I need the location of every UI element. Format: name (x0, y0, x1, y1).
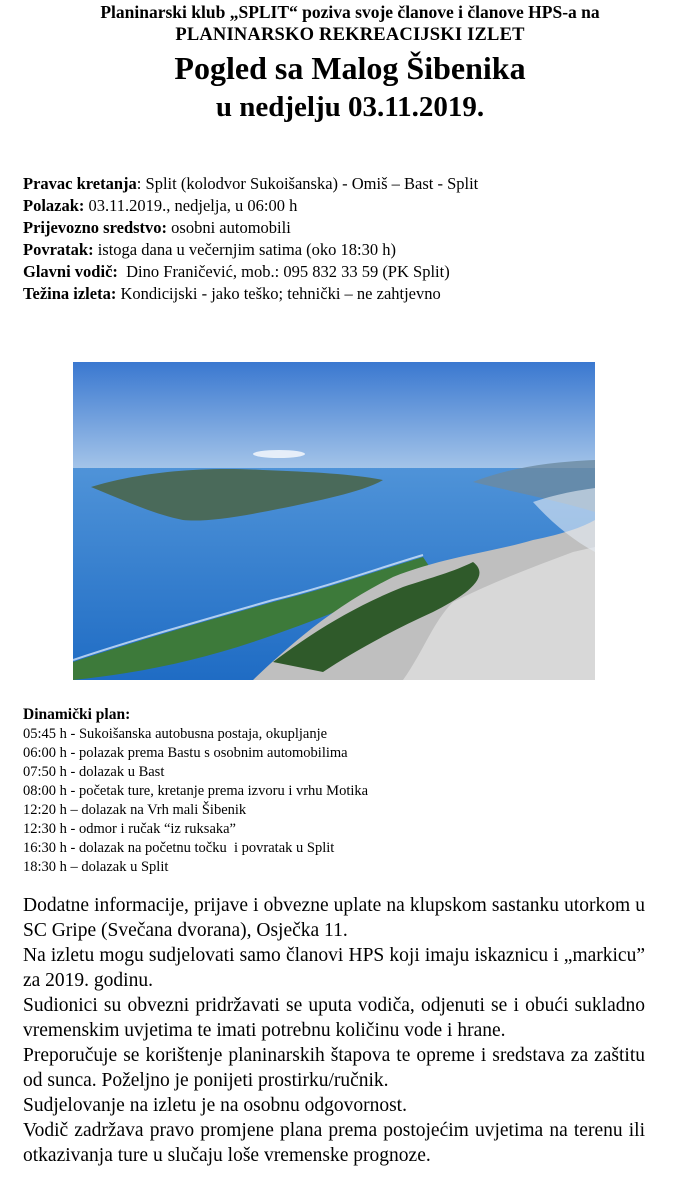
note-paragraph: Sudionici su obvezni pridržavati se uputa vodiča, odjenuti se i obući sukladno vremenskim uvjetima te imati potrebnu količinu vode i hrane. (23, 995, 645, 1041)
itinerary-step: 05:45 h - Sukoišanska autobusna postaja, okupljanje (23, 726, 328, 742)
detail-return: Povratak: istoga dana u večernjim satima (oko 18:30 h) (23, 240, 397, 259)
itinerary-step: 06:00 h - polazak prema Bastu s osobnim automobilima (23, 745, 348, 761)
photo-cloud (253, 450, 305, 458)
note-paragraph: Sudjelovanje na izletu je na osobnu odgovornost. (23, 1095, 407, 1116)
trip-type: PLANINARSKO REKREACIJSKI IZLET (175, 25, 525, 45)
itinerary-step: 12:20 h – dolazak na Vrh mali Šibenik (23, 802, 247, 818)
note-paragraph: Na izletu mogu sudjelovati samo članovi HPS koji imaju iskaznicu i „markicu” za 2019. godinu. (23, 945, 645, 991)
trip-date: u nedjelju 03.11.2019. (215, 91, 485, 123)
note-paragraph: Preporučuje se korištenje planinarskih štapova te opreme i sredstava za zaštitu od sunca. Poželjno je ponijeti prostirku/ručnik. (23, 1045, 645, 1091)
detail-difficulty: Težina izleta: Kondicijski - jako teško; tehnički – ne zahtjevno (23, 284, 441, 303)
itinerary-step: 07:50 h - dolazak u Bast (23, 764, 165, 780)
trip-details (23, 173, 478, 305)
detail-guide: Glavni vodič: Dino Franičević, mob.: 095 832 33 59 (PK Split) (23, 262, 450, 281)
landscape-photo (73, 362, 595, 680)
trip-title: Pogled sa Malog Šibenika (174, 50, 526, 86)
itinerary-step: 18:30 h – dolazak u Split (23, 859, 169, 875)
photo-sky (73, 362, 595, 474)
itinerary-step: 16:30 h - dolazak na početnu točku i povratak u Split (23, 840, 335, 856)
invitation-line: Planinarski klub „SPLIT“ poziva svoje članove i članove HPS-a na (100, 2, 600, 22)
detail-route: Pravac kretanja: Split (kolodvor Sukoišanska) - Omiš – Bast - Split (23, 174, 479, 193)
note-paragraph: Vodič zadržava pravo promjene plana prema postojećim uvjetima na terenu ili otkazivanja ture u slučaju loše vremenske prognoze. (23, 1120, 645, 1166)
detail-departure: Polazak: 03.11.2019., nedjelja, u 06:00 h (23, 196, 298, 215)
additional-notes (23, 893, 645, 1168)
flyer-header (0, 2, 700, 125)
itinerary-title: Dinamički plan: (23, 706, 131, 723)
itinerary (23, 705, 368, 877)
itinerary-step: 08:00 h - početak ture, kretanje prema izvoru i vrhu Motika (23, 783, 369, 799)
note-paragraph: Dodatne informacije, prijave i obvezne uplate na klupskom sastanku utorkom u SC Gripe (Svečana dvorana), Osječka 11. (23, 895, 645, 941)
detail-transport: Prijevozno sredstvo: osobni automobili (23, 218, 291, 237)
itinerary-step: 12:30 h - odmor i ručak “iz ruksaka” (23, 821, 236, 837)
